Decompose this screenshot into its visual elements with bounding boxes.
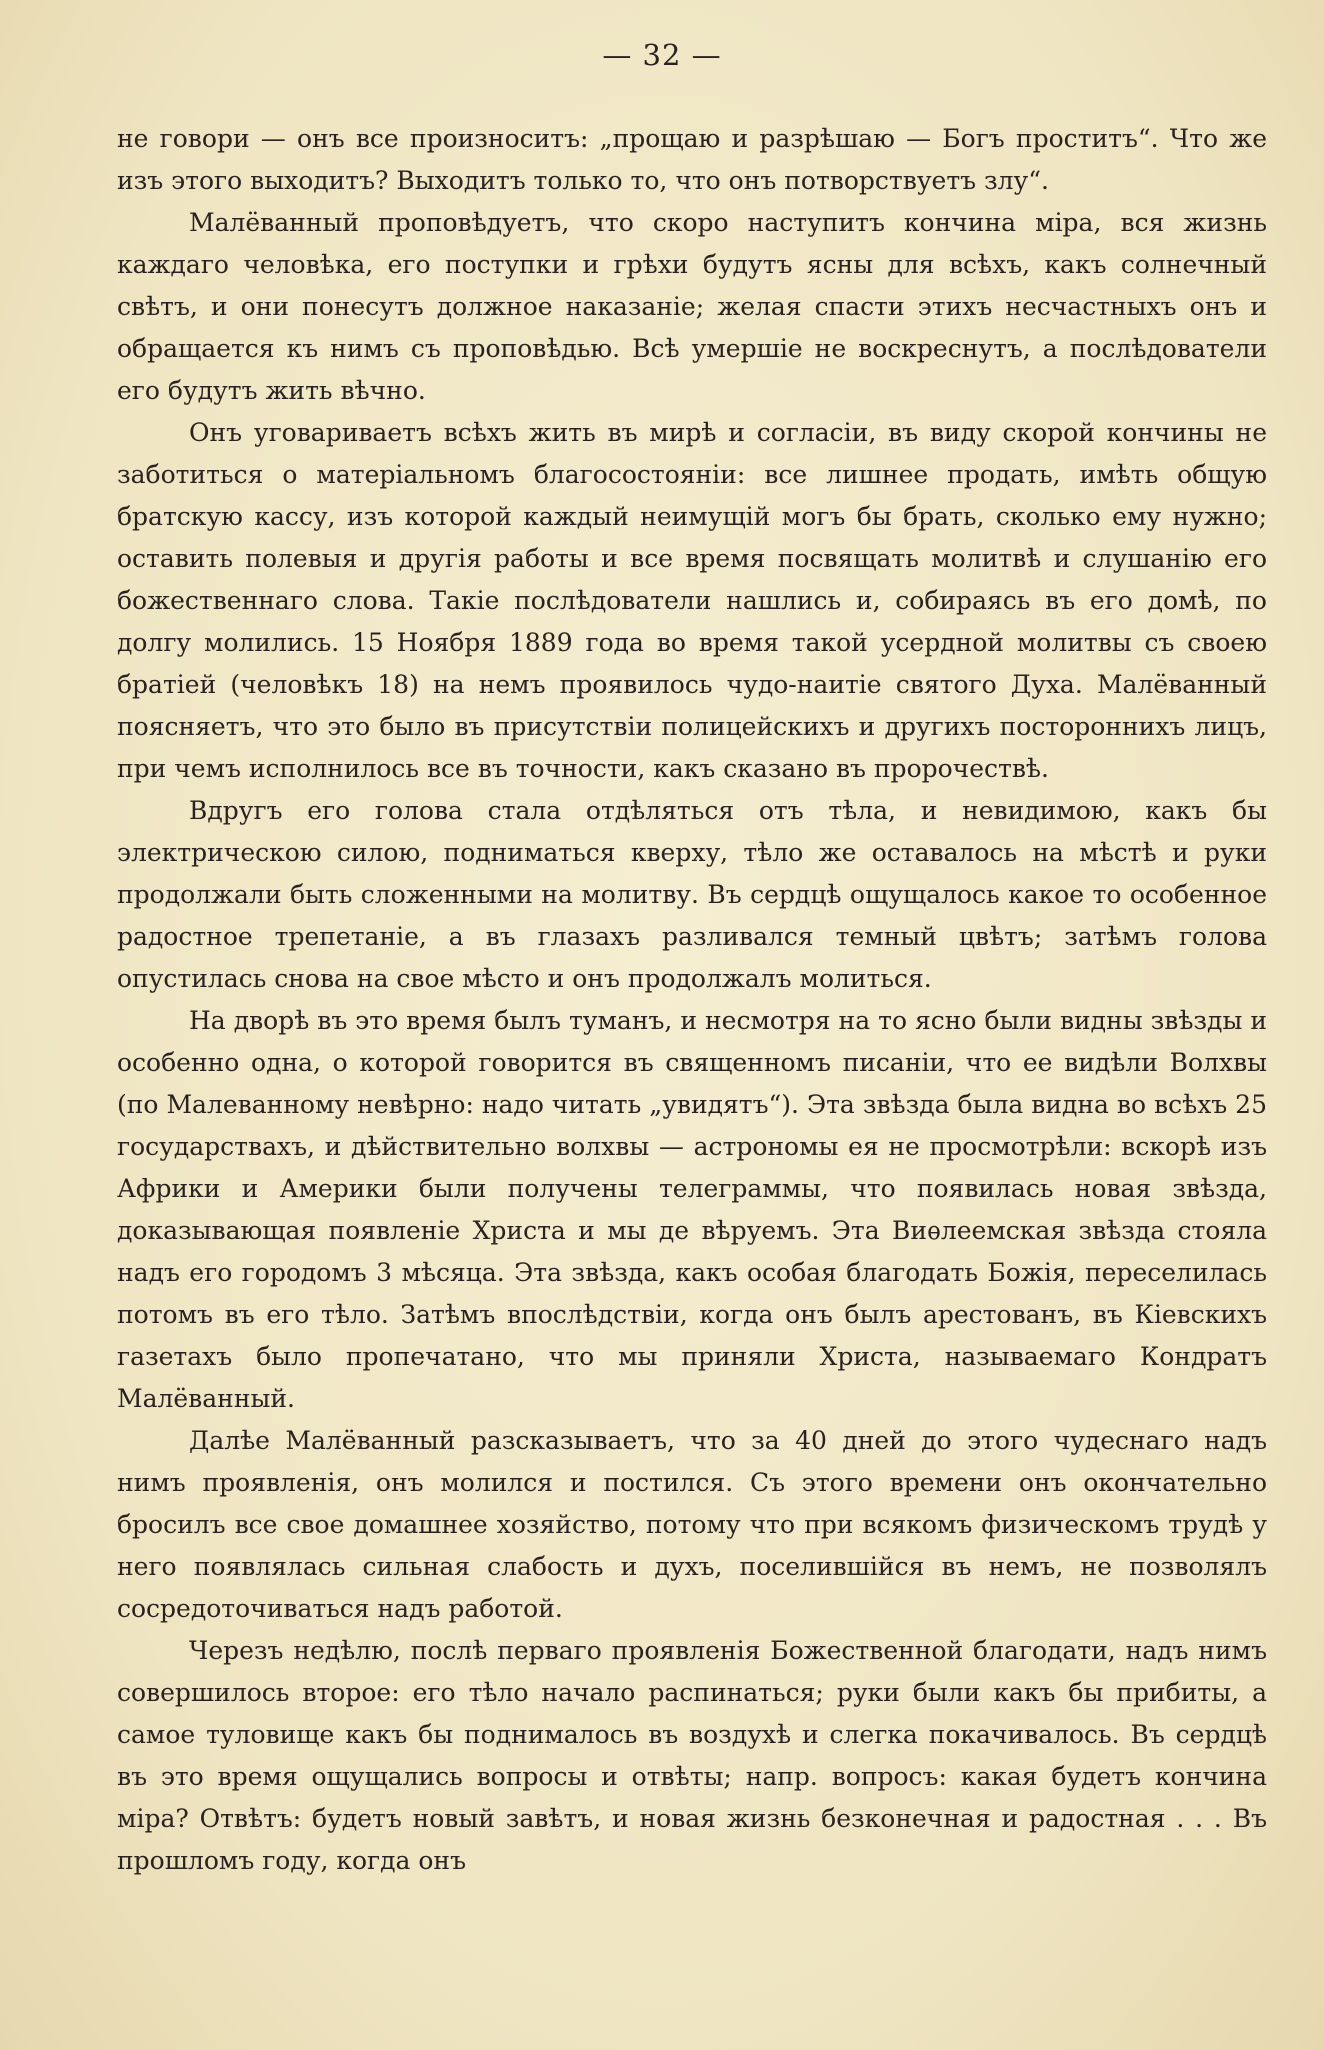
paragraph: Вдругъ его голова стала отдѣляться отъ тѣла, и невидимою, какъ бы электрическою силою, подниматься кверху, тѣло же оставалось на мѣстѣ и руки продолжали быть сложенными на молитву. Въ сердцѣ ощущалось какое то особенное радостное трепетаніе, а въ глазахъ разливался темный цвѣтъ; затѣмъ голова опустилась снова на свое мѣсто и онъ продолжалъ молиться. — [117, 796, 1267, 993]
paragraph: Далѣе Малёванный разсказываетъ, что за 40 дней до этого чудеснаго надъ нимъ проявленія, онъ молился и постился. Съ этого времени онъ окончательно бросилъ все свое домашнее хозяйство, потому что при всякомъ физическомъ трудѣ у него появлялась сильная слабость и духъ, поселившійся въ немъ, не позволялъ сосредоточиваться надъ работой. — [117, 1426, 1267, 1623]
paragraph: Черезъ недѣлю, послѣ перваго проявленія Божественной благодати, надъ нимъ совершилось второе: его тѣло начало распинаться; руки были какъ бы прибиты, а самое туловище какъ бы поднималось въ воздухѣ и слегка покачивалось. Въ сердцѣ въ это время ощущались вопросы и отвѣты; напр. вопросъ: какая будетъ кончина міра? Отвѣтъ: будетъ новый завѣтъ, и новая жизнь безконечная и радостная . . . Въ прошломъ году, когда онъ — [117, 1636, 1267, 1875]
page-number: — 32 — — [602, 38, 722, 72]
paragraph: На дворѣ въ это время былъ туманъ, и несмотря на то ясно были видны звѣзды и особенно одна, о которой говорится въ священномъ писаніи, что ее видѣли Волхвы (по Малеванному невѣрно: надо читать „увидятъ“). Эта звѣзда была видна во всѣхъ 25 государствахъ, и дѣйствительно волхвы — астрономы ея не просмотрѣли: вскорѣ изъ Африки и Америки были получены телеграммы, что появилась новая звѣзда, доказывающая появленіе Христа и мы де вѣруемъ. Эта Виѳлеемская звѣзда стояла надъ его городомъ 3 мѣсяца. Эта звѣзда, какъ особая благодать Божія, переселилась потомъ въ его тѣло. Затѣмъ впослѣдствіи, когда онъ былъ арестованъ, въ Кіевскихъ газетахъ было пропечатано, что мы приняли Христа, называемаго Кондратъ Малёванный. — [117, 1006, 1267, 1413]
paragraph: Малёванный проповѣдуетъ, что скоро наступитъ кончина міра, вся жизнь каждаго человѣка, его поступки и грѣхи будутъ ясны для всѣхъ, какъ солнечный свѣтъ, и они понесутъ должное наказаніе; желая спасти этихъ несчастныхъ онъ и обращается къ нимъ съ проповѣдью. Всѣ умершіе не воскреснутъ, а послѣдователи его будутъ жить вѣчно. — [117, 208, 1267, 405]
paragraph: Онъ уговариваетъ всѣхъ жить въ мирѣ и согласіи, въ виду скорой кончины не заботиться о матеріальномъ благосостояніи: все лишнее продать, имѣть общую братскую кассу, изъ которой каждый неимущій могъ бы брать, сколько ему нужно; оставить полевыя и другія работы и все время посвящать молитвѣ и слушанію его божественнаго слова. Такіе послѣдователи нашлись и, собираясь въ его домѣ, по долгу молились. 15 Ноября 1889 года во время такой усердной молитвы съ своею братіей (человѣкъ 18) на немъ проявилось чудо-наитіе святого Духа. Малёванный поясняетъ, что это было въ присутствіи полицейскихъ и другихъ постороннихъ лицъ, при чемъ исполнилось все въ точности, какъ сказано въ пророчествѣ. — [117, 418, 1267, 783]
body-text — [117, 118, 1267, 1882]
paragraph: не говори — онъ все произноситъ: „прощаю и разрѣшаю — Богъ проститъ“. Что же изъ этого выходитъ? Выходитъ только то, что онъ потворствуетъ злу“. — [117, 124, 1267, 195]
